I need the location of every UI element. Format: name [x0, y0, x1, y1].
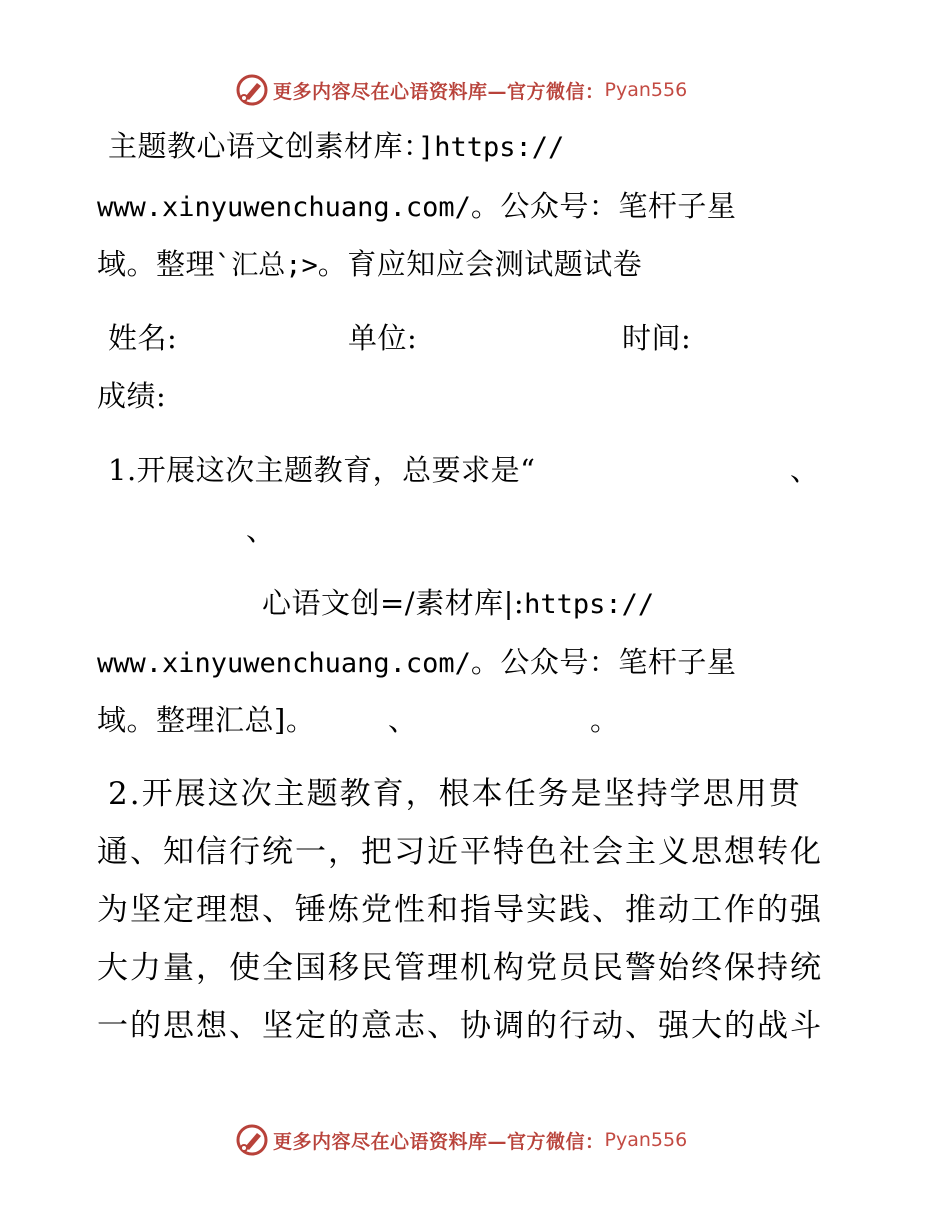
- q1-inline-url: https://: [524, 589, 655, 620]
- time-label: 时间:: [622, 321, 692, 355]
- q1-end-period: 。: [590, 703, 620, 737]
- q1-blank-separator-3: 、: [388, 703, 418, 737]
- header-line-2: [97, 188, 736, 226]
- pen-nib-circle-icon: [235, 73, 269, 107]
- banner-promo-text: 更多内容尽在心语资料库—官方微信：: [273, 1130, 605, 1153]
- q1-url: www.xinyuwenchuang.com/: [97, 648, 471, 679]
- header-line-1-cn: 主题教心语文创素材库：: [108, 129, 419, 163]
- q1-inline-cn: 心语文创=/素材库|:: [262, 586, 525, 620]
- banner-wechat-id: Pyan556: [604, 79, 688, 101]
- bottom-banner: [235, 1120, 755, 1160]
- q1-line-url: [97, 644, 736, 682]
- banner-wechat-id: Pyan556: [604, 1129, 688, 1151]
- pen-nib-circle-icon: [235, 1123, 269, 1157]
- header-line-1-url: ]https://: [418, 132, 565, 163]
- header-line-1: [108, 128, 564, 166]
- name-label: 姓名:: [108, 321, 178, 355]
- top-banner: [235, 70, 755, 110]
- header-line-2-cn: 。公众号：笔杆子星: [470, 189, 737, 223]
- header-line-3-b: `汇总;>: [215, 250, 318, 281]
- q2-line-2: 通、知信行统一，把习近平特色社会主义思想转化: [97, 834, 823, 870]
- header-line-3: [97, 246, 642, 284]
- q1-line-1: 1.开展这次主题教育，总要求是“: [108, 453, 536, 487]
- header-line-2-url: www.xinyuwenchuang.com/: [97, 192, 471, 223]
- header-line-3-a: 域。整理: [97, 247, 216, 281]
- q2-line-3: 为坚定理想、锤炼党性和指导实践、推动工作的强: [97, 892, 823, 928]
- q1-inline-line: [262, 585, 654, 623]
- q1-url-cn: 。公众号：笔杆子星: [470, 645, 737, 679]
- header-line-3-c: 。育应知应会测试题试卷: [317, 247, 643, 281]
- q2-line-4: 大力量，使全国移民管理机构党员民警始终保持统: [97, 950, 823, 986]
- q2-line-5: 一的思想、坚定的意志、协调的行动、强大的战斗: [97, 1008, 823, 1044]
- score-label: 成绩:: [97, 379, 167, 413]
- q1-blank-separator-2: 、: [246, 513, 276, 547]
- q1-blank-separator-1: 、: [790, 453, 820, 487]
- q2-line-1: 2.开展这次主题教育，根本任务是坚持学思用贯: [108, 776, 802, 812]
- unit-label: 单位:: [348, 321, 418, 355]
- banner-promo-text: 更多内容尽在心语资料库—官方微信：: [273, 80, 605, 103]
- q1-line-end: 域。整理汇总]。: [97, 703, 316, 737]
